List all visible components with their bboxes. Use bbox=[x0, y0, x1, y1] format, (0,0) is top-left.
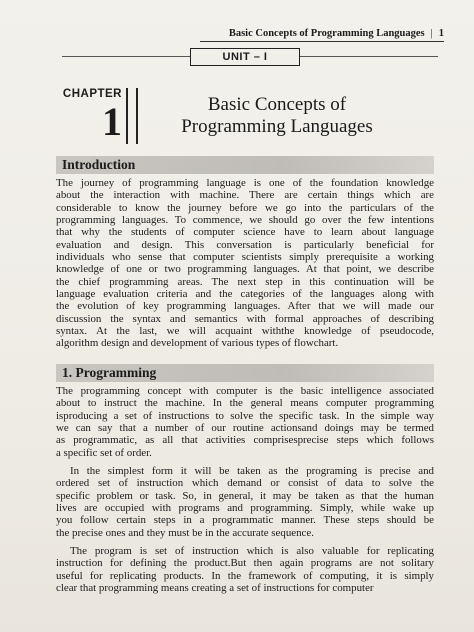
chapter-title-line-1: Basic Concepts of bbox=[207, 94, 347, 115]
text-line: as programmatic, as all that activities comprisesprecise steps which follows bbox=[56, 434, 434, 447]
text-line: syntax. At the last, we will acquaint withthe knowledge of pseudocode, bbox=[56, 325, 434, 338]
text-line: the precise ones and they must be in the accurate sequence. bbox=[56, 526, 314, 539]
section-heading-introduction: Introduction bbox=[56, 156, 434, 174]
text-line: about the interaction with machine. There are certain things which are bbox=[56, 189, 434, 202]
text-line: you follow certain steps in a programmatic manner. These steps should be bbox=[56, 514, 434, 527]
text-line: algorithm design and development of various types of flowchart. bbox=[56, 337, 339, 350]
section-heading-programming: 1. Programming bbox=[56, 364, 434, 382]
text-line: ordered set of instruction which demand or consist of data to solve the bbox=[56, 477, 434, 490]
text-line: The program is set of instruction which is also valuable for replicating bbox=[70, 545, 434, 558]
text-line: In the simplest form it will be taken as the programing is precise and bbox=[70, 465, 434, 478]
programming-paragraph-1 bbox=[56, 385, 434, 459]
programming-body bbox=[56, 385, 434, 601]
text-line: specific problem or task. So, in general, it may be taken as that the human bbox=[56, 489, 434, 502]
chapter-title bbox=[152, 94, 402, 138]
chapter-number: 1 bbox=[102, 99, 122, 144]
running-head bbox=[200, 28, 444, 42]
text-line: evaluation and design. This conversation is particularly beneficial for bbox=[56, 238, 434, 251]
text-line: individuals who sense that computer scientists simply prerequisite a working bbox=[56, 251, 434, 264]
text-line: the chief programming areas. The next step in this continuation will be bbox=[56, 275, 434, 288]
text-line: we can say that a number of our routine actionsand doings may be termed bbox=[56, 422, 434, 435]
text-line: lives are occupied with programs and programming. Simply, while wake up bbox=[56, 502, 434, 515]
chapter-word: CHAPTER bbox=[62, 88, 122, 100]
programming-paragraph-2 bbox=[56, 465, 434, 539]
text-line: The programming concept with computer is the basic intelligence associated bbox=[56, 385, 434, 397]
text-line: discussion the syntax and semantics with formal approaches of describing bbox=[56, 312, 434, 325]
chapter-divider-bars bbox=[126, 88, 138, 144]
text-line: that why the students of computer science have to learn about language bbox=[56, 226, 434, 239]
text-line: isproducing a set of instructions to solve the specific task. In the simple way bbox=[56, 409, 434, 422]
page-number: 1 bbox=[438, 28, 444, 39]
text-line: The journey of programming language is one of the foundation knowledge bbox=[56, 177, 434, 189]
text-line: considerable to know the journey before we go into the particulars of the bbox=[56, 201, 434, 214]
chapter-block bbox=[60, 88, 122, 142]
programming-paragraph-3 bbox=[56, 545, 434, 594]
text-line: programming languages. To commence, we should go over the few intentions bbox=[56, 214, 434, 227]
introduction-paragraph bbox=[56, 177, 434, 350]
text-line: a specific set of order. bbox=[56, 446, 152, 459]
text-line: about to instruct the machine. In the general means computer programming bbox=[56, 397, 434, 410]
text-line: the evolution of key programming languages. After that we will made our bbox=[56, 300, 434, 313]
text-line: useful for replicating products. In the framework of computing, it is simply bbox=[56, 569, 434, 582]
running-head-separator: | bbox=[430, 28, 433, 39]
running-head-title: Basic Concepts of Programming Languages bbox=[228, 28, 425, 39]
text-line: knowledge of one or two programming languages. At that point, we describe bbox=[56, 263, 434, 276]
text-line: instruction for defining the product.But then again programs are not solitary bbox=[56, 557, 434, 570]
text-line: clear that programming means creating a set of instructions for computer bbox=[56, 582, 374, 595]
text-line: language evaluation criteria and the categories of the languages along with bbox=[56, 288, 434, 301]
chapter-title-line-2: Programming Languages bbox=[181, 116, 373, 137]
unit-label: UNIT – I bbox=[190, 48, 300, 66]
